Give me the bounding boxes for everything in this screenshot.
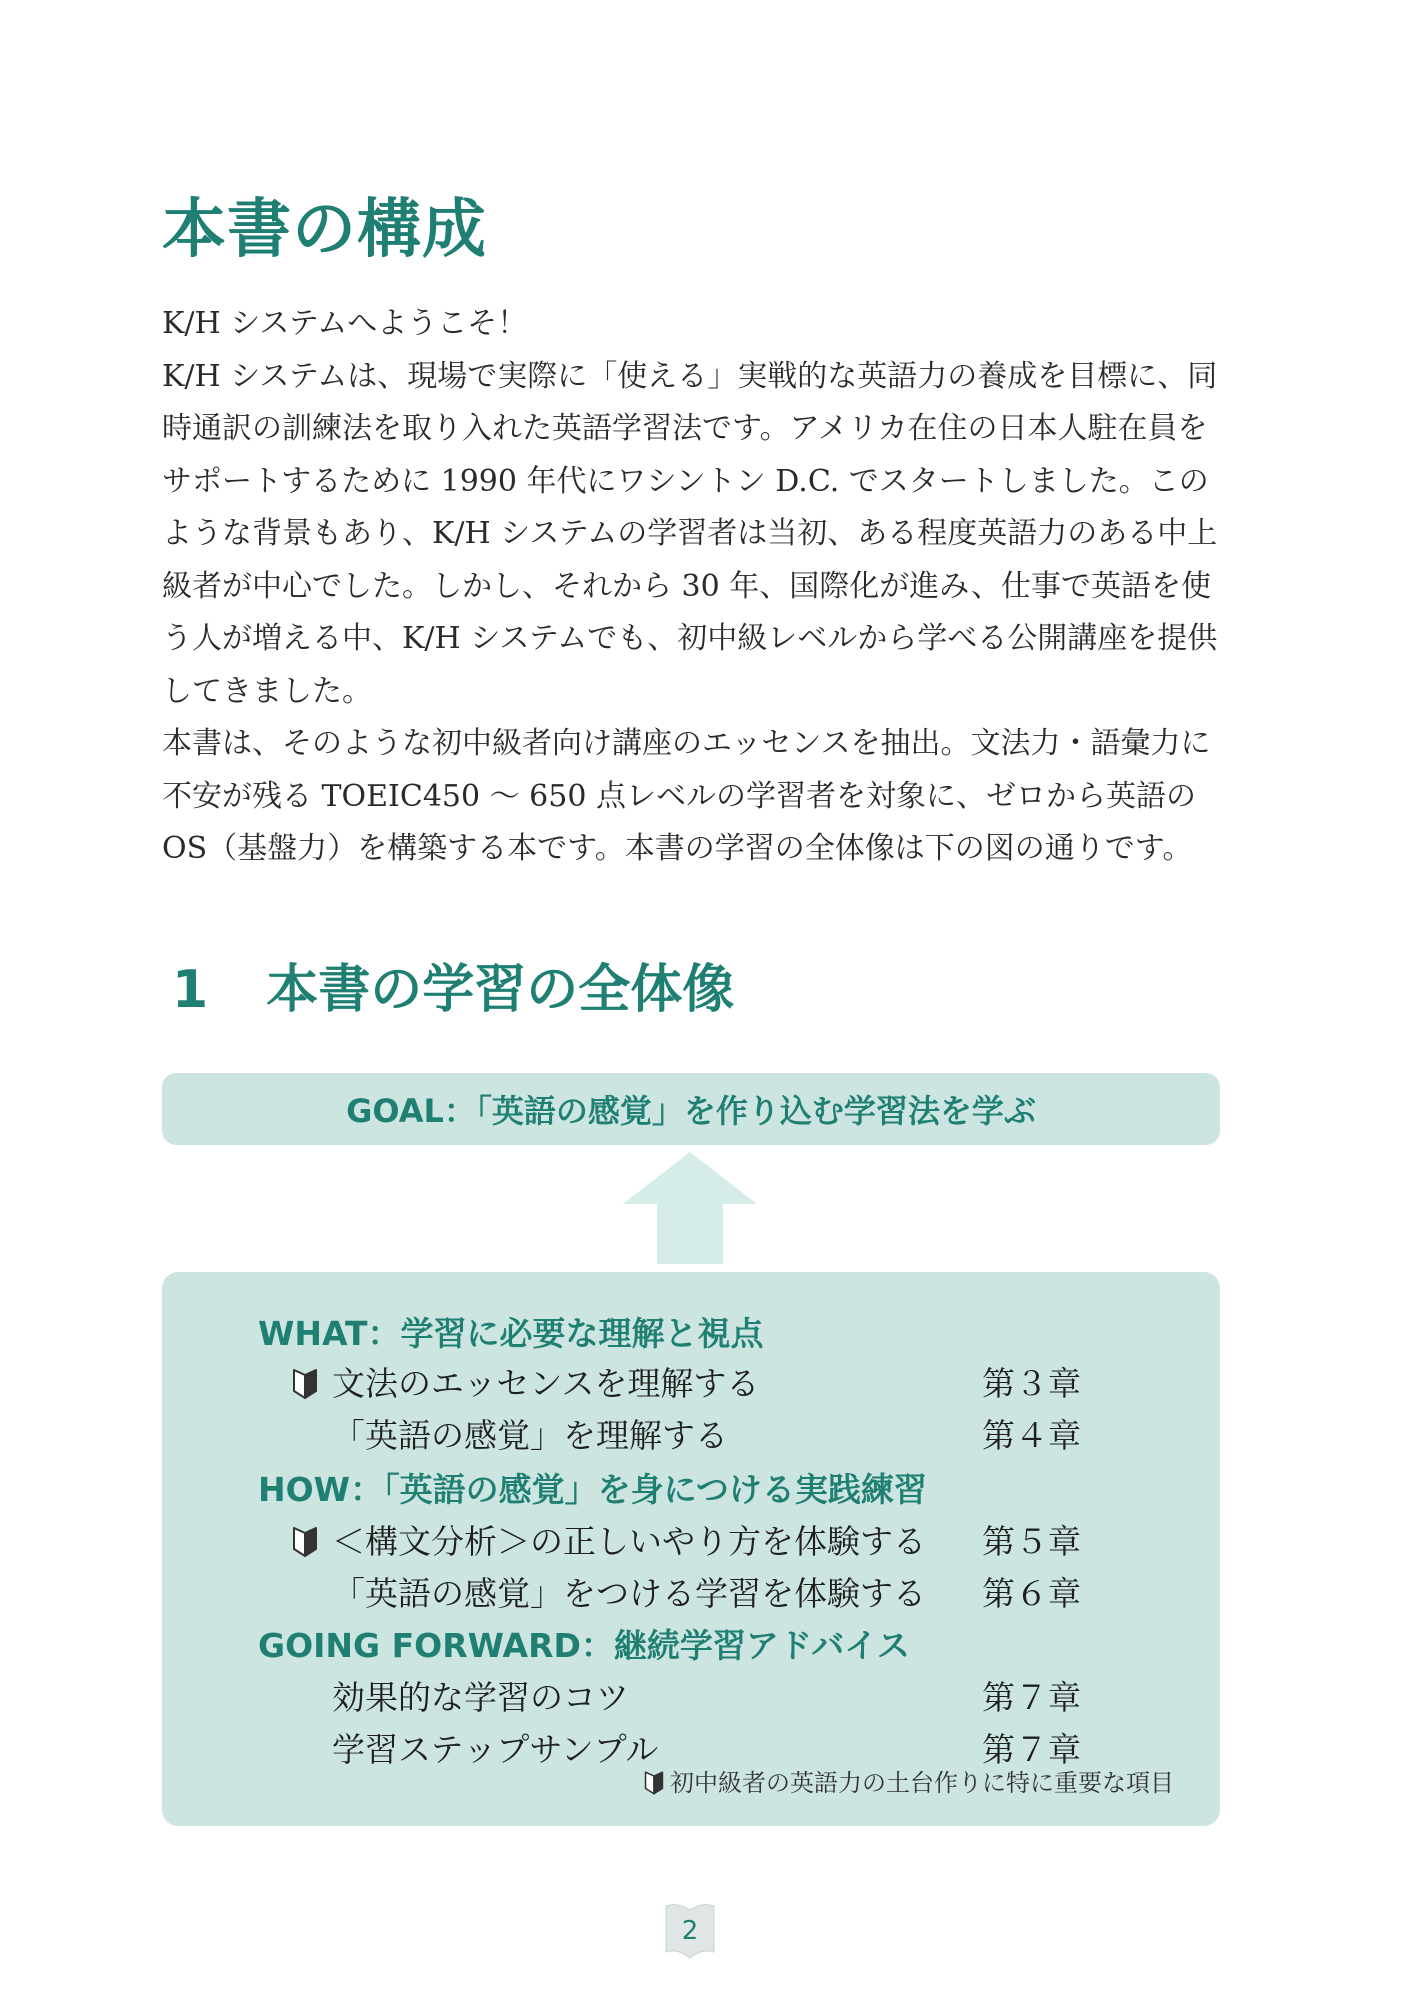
beginner-mark-icon	[292, 1369, 318, 1399]
item-chapter: 第７章	[982, 1730, 1081, 1769]
page-number: 2	[681, 1916, 699, 1946]
item-label: 学習ステップサンプル	[332, 1730, 659, 1769]
intro-paragraph: K/H システムは、現場で実際に「使える」実戦的な英語力の養成を目標に、同時通訳の訓練法を取り入れた英語学習法です。アメリカ在住の日本人駐在員をサポートするために 1990 年代にワシントン D.C. でスタートしました。このような背景もあり、K/H システムの学習者は当初、ある程度英語力のある中上級者が中心でした。しかし、それから 30 年、国際化が進み、仕事で英語を使う人が増える中、K/H システムでも、初中級レベルから学べる公開講座を提供してきました。	[162, 358, 1218, 709]
item-chapter: 第４章	[982, 1416, 1081, 1455]
intro-paragraph: K/H システムへようこそ！	[162, 306, 528, 341]
beginner-mark-icon	[292, 1527, 318, 1557]
category-what: WHAT：学習に必要な理解と視点	[258, 1314, 764, 1353]
legend-note	[644, 1766, 1174, 1800]
beginner-mark-icon	[644, 1771, 664, 1795]
section-number: 1	[172, 960, 209, 1020]
item-label: 「英語の感覚」を理解する	[332, 1416, 728, 1455]
page-title: 本書の構成	[162, 193, 487, 267]
category-going-forward: GOING FORWARD：継続学習アドバイス	[258, 1626, 910, 1665]
item-chapter: 第７章	[982, 1678, 1081, 1717]
item-chapter: 第５章	[982, 1522, 1081, 1561]
goal-box	[162, 1073, 1220, 1145]
section-heading	[172, 955, 734, 1025]
item-chapter: 第３章	[982, 1364, 1081, 1403]
legend-note-text: 初中級者の英語力の土台作りに特に重要な項目	[670, 1769, 1174, 1797]
intro-text	[162, 298, 1222, 876]
item-label: ＜構文分析＞の正しいやり方を体験する	[332, 1522, 926, 1561]
intro-paragraph: 本書は、そのような初中級者向け講座のエッセンスを抽出。文法力・語彙力に不安が残る TOEIC450 ～ 650 点レベルの学習者を対象に、ゼロから英語の OS（基盤力）を構築する本です。本書の学習の全体像は下の図の通りです。	[162, 726, 1211, 866]
item-label: 「英語の感覚」をつける学習を体験する	[332, 1574, 926, 1613]
up-arrow-icon	[623, 1152, 757, 1264]
item-chapter: 第６章	[982, 1574, 1081, 1613]
item-label: 効果的な学習のコツ	[332, 1678, 629, 1717]
category-how: HOW：「英語の感覚」を身につける実践練習	[258, 1470, 927, 1509]
overview-box	[162, 1272, 1220, 1826]
goal-text: GOAL：「英語の感覚」を作り込む学習法を学ぶ	[346, 1092, 1036, 1130]
section-title: 本書の学習の全体像	[266, 960, 735, 1020]
item-label: 文法のエッセンスを理解する	[332, 1364, 760, 1403]
